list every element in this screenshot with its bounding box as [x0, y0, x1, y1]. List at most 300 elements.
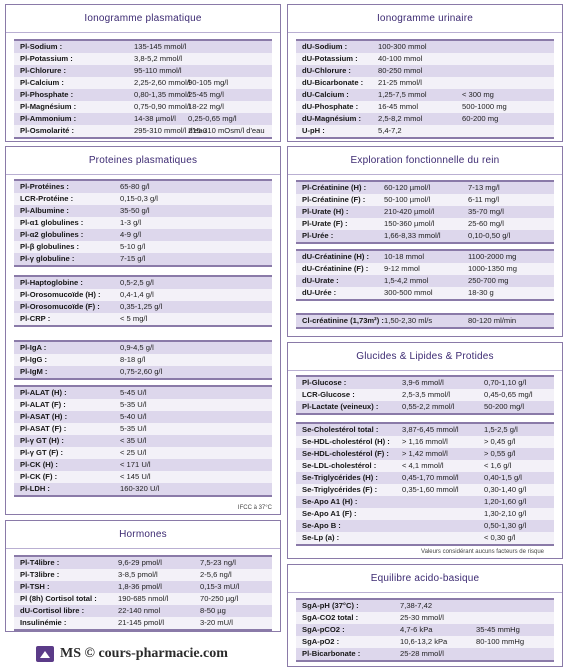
reference-value: < 25 U/l [120, 448, 147, 457]
table-row [296, 612, 554, 624]
table-row [14, 53, 272, 65]
reference-value: 22-140 nmol [118, 606, 161, 615]
reference-value: 25-28 mmol/l [400, 649, 444, 658]
table-row [296, 436, 554, 448]
reference-value-alt: 35-45 mmHg [476, 625, 520, 634]
parameter-name: Pl-CK (H) : [20, 460, 58, 469]
reference-value-alt: 1000-1350 mg [468, 264, 517, 273]
parameter-name: Pl-Urée : [302, 231, 334, 240]
panel-proteines-plasmatiques [5, 146, 281, 515]
panel-glucides-lipides-protides [287, 342, 563, 559]
reference-value: 14-38 µmol/l [134, 114, 176, 123]
parameter-name: Pl-Sodium : [20, 42, 63, 51]
table-row [296, 496, 554, 508]
reference-value: 0,15-0,3 g/l [120, 194, 158, 203]
table-row [296, 448, 554, 460]
reference-value: 2,25-2,60 mmol/l [134, 78, 191, 87]
panel-title: Proteines plasmatiques [6, 147, 280, 175]
reference-value: 295-310 mmol/l d'eau [134, 126, 207, 135]
reference-value: 190-685 nmol/l [118, 594, 169, 603]
reference-value-alt: 80-100 mmHg [476, 637, 525, 646]
table-row [296, 53, 554, 65]
table-row [14, 89, 272, 101]
table-bottom-rule [296, 544, 554, 546]
reference-value-alt: 500-1000 mg [462, 102, 507, 111]
table-bottom-rule [14, 265, 272, 267]
table-row [14, 354, 272, 366]
parameter-name: Pl-ALAT (F) : [20, 400, 66, 409]
table-row [296, 532, 554, 544]
reference-value-alt: 215-310 mOsm/l d'eau [188, 126, 265, 135]
reference-value: 1,66-8,33 mmol/l [384, 231, 441, 240]
reference-value-alt: > 0,45 g/l [484, 437, 516, 446]
table-row [14, 411, 272, 423]
reference-value: 150-360 µmol/l [384, 219, 435, 228]
table-group [296, 180, 554, 244]
table-group [14, 340, 272, 380]
reference-value: 60-120 µmol/l [384, 183, 431, 192]
reference-value: 21-25 mmol/l [378, 78, 422, 87]
table-row [14, 77, 272, 89]
parameter-name: Pl-T4libre : [20, 558, 60, 567]
parameter-name: Pl-IgG : [20, 355, 47, 364]
reference-value-alt: 90-105 mg/l [188, 78, 229, 87]
table-row [14, 569, 272, 581]
reference-value: 4,7-6 kPa [400, 625, 433, 634]
reference-value: 25-30 mmol/l [400, 613, 444, 622]
parameter-name: dU-Calcium : [302, 90, 349, 99]
reference-value: > 1,16 mmol/l [402, 437, 448, 446]
parameter-name: Se-LDL-cholestérol : [302, 461, 377, 470]
parameter-name: Pl-ASAT (F) : [20, 424, 67, 433]
table-acido-basique [296, 598, 554, 662]
table-row [14, 241, 272, 253]
parameter-name: SgA-pCO2 : [302, 625, 345, 634]
reference-value: 9-12 mmol [384, 264, 420, 273]
reference-value: 0,80-1,35 mmol/l [134, 90, 191, 99]
parameter-name: dU-Phosphate : [302, 102, 359, 111]
table-row [14, 557, 272, 569]
reference-value: 1,25-7,5 mmol [378, 90, 427, 99]
reference-value: 0,35-1,25 g/l [120, 302, 163, 311]
reference-value-alt: 70-250 µg/l [200, 594, 239, 603]
table-bottom-rule [14, 378, 272, 380]
parameter-name: Pl-Glucose : [302, 378, 347, 387]
reference-value-alt: 1,30-2,10 g/l [484, 509, 527, 518]
parameter-name: Pl-ASAT (H) : [20, 412, 68, 421]
table-row [296, 89, 554, 101]
table-proteines-plasmatiques [14, 147, 272, 516]
table-row [296, 424, 554, 436]
reference-value: 135-145 mmol/l [134, 42, 187, 51]
parameter-name: Pl-Lactate (veineux) : [302, 402, 379, 411]
parameter-name: Se-Apo B : [302, 521, 341, 530]
reference-value: 300-500 mmol [384, 288, 433, 297]
table-row [296, 648, 554, 660]
panel-ionogramme-urinaire [287, 4, 563, 142]
parameter-name: Se-Apo A1 (H) : [302, 497, 358, 506]
parameter-name: Pl-γ GT (H) : [20, 436, 64, 445]
reference-value-alt: 0,15-3 mU/l [200, 582, 240, 591]
reference-value: 7-15 g/l [120, 254, 146, 263]
reference-value-alt: 1,5-2,5 g/l [484, 425, 518, 434]
table-row [14, 459, 272, 471]
table-row [14, 399, 272, 411]
reference-value-alt: 2-5,6 ng/l [200, 570, 232, 579]
reference-value: < 35 U/l [120, 436, 147, 445]
table-row [14, 617, 272, 629]
parameter-name: Se-Triglycérides (F) : [302, 485, 378, 494]
table-glucides-lipides [296, 343, 554, 560]
table-row [14, 181, 272, 193]
parameter-name: Pl-Urate (F) : [302, 219, 348, 228]
reference-value: 160-320 U/l [120, 484, 160, 493]
table-row [14, 205, 272, 217]
table-row [14, 217, 272, 229]
parameter-name: Pl-Albumine : [20, 206, 69, 215]
reference-value-alt: 7-13 mg/l [468, 183, 500, 192]
reference-value: 7,38-7,42 [400, 601, 433, 610]
panel-equilibre-acido-basique [287, 564, 563, 667]
reference-value: 210-420 µmol/l [384, 207, 435, 216]
reference-value-alt: 0,70-1,10 g/l [484, 378, 527, 387]
parameter-name: Pl-α2 globulines : [20, 230, 84, 239]
table-row [296, 520, 554, 532]
table-row [14, 483, 272, 495]
table-row [14, 593, 272, 605]
parameter-name: Se-Lp (a) : [302, 533, 340, 542]
table-group [296, 375, 554, 415]
parameter-name: SgA-CO2 total : [302, 613, 359, 622]
parameter-name: SgA-pO2 : [302, 637, 340, 646]
parameter-name: Pl-Protéines : [20, 182, 69, 191]
table-group [296, 249, 554, 301]
table-row [14, 301, 272, 313]
reference-value-alt: 50-200 mg/l [484, 402, 525, 411]
table-row [14, 101, 272, 113]
table-row [14, 366, 272, 378]
parameter-name: Pl-Orosomucoïde (F) : [20, 302, 100, 311]
reference-value: 3,9-6 mmol/l [402, 378, 444, 387]
table-group [296, 313, 554, 329]
reference-value: 0,75-0,90 mmol/l [134, 102, 191, 111]
table-row [296, 472, 554, 484]
reference-value: 2,5-3,5 mmol/l [402, 390, 451, 399]
parameter-name: Pl-Chlorure : [20, 66, 66, 75]
table-group [14, 385, 272, 497]
parameter-name: Se-Triglycérides (H) : [302, 473, 378, 482]
table-group [14, 275, 272, 327]
table-bottom-rule [296, 413, 554, 415]
table-row [296, 287, 554, 299]
reference-value: 80-250 mmol [378, 66, 423, 75]
parameter-name: Pl (8h) Cortisol total : [20, 594, 97, 603]
table-row [14, 581, 272, 593]
table-bottom-rule [296, 299, 554, 301]
parameter-name: dU-Urate : [302, 276, 339, 285]
table-row [296, 230, 554, 242]
table-row [14, 313, 272, 325]
reference-value: 2,5-8,2 mmol [378, 114, 423, 123]
reference-value: 5-35 U/l [120, 400, 147, 409]
reference-value: 9,6-29 pmol/l [118, 558, 162, 567]
reference-value: 5-35 U/l [120, 424, 147, 433]
table-group [296, 422, 554, 546]
reference-value: 100-300 mmol [378, 42, 427, 51]
parameter-name: dU-Bicarbonate : [302, 78, 364, 87]
reference-value-alt: 60-200 mg [462, 114, 499, 123]
parameter-name: Insulinémie : [20, 618, 67, 627]
table-exploration-rein [296, 147, 554, 338]
reference-value-alt: 3-20 mU/l [200, 618, 233, 627]
parameter-name: dU-Potassium : [302, 54, 358, 63]
reference-value-alt: 0,30-1,40 g/l [484, 485, 527, 494]
table-ionogramme-urinaire [296, 39, 554, 139]
reference-value-alt: 250-700 mg [468, 276, 509, 285]
parameter-name: SgA-pH (37°C) : [302, 601, 359, 610]
reference-value-alt: 80-120 ml/min [468, 316, 517, 325]
reference-value: < 5 mg/l [120, 314, 148, 323]
site-footer [36, 643, 228, 665]
parameter-name: Pl-γ globuline : [20, 254, 75, 263]
reference-value: < 171 U/l [120, 460, 151, 469]
panel-title: Ionogramme urinaire [288, 5, 562, 33]
reference-value: 3,8-5,2 mmol/l [134, 54, 183, 63]
table-bottom-rule [296, 242, 554, 244]
reference-value: 0,9-4,5 g/l [120, 343, 154, 352]
ifcc-note: IFCC à 37°C [237, 505, 272, 511]
parameter-name: U-pH : [302, 126, 325, 135]
table-row [296, 624, 554, 636]
table-row [14, 289, 272, 301]
reference-value: 5-10 g/l [120, 242, 146, 251]
table-row [14, 447, 272, 459]
reference-value: 0,5-2,5 g/l [120, 278, 154, 287]
parameter-name: LCR-Glucose : [302, 390, 355, 399]
parameter-name: Pl-Créatinine (F) : [302, 195, 366, 204]
table-row [296, 315, 554, 327]
parameter-name: dU-Cortisol libre : [20, 606, 85, 615]
risk-note: Valeurs considérant aucuns facteurs de risque [421, 549, 544, 555]
table-bottom-rule [14, 325, 272, 327]
reference-value: 5,4-7,2 [378, 126, 402, 135]
reference-value-alt: 0,10-0,50 g/l [468, 231, 511, 240]
parameter-name: Pl-Phosphate : [20, 90, 74, 99]
parameter-name: dU-Chlorure : [302, 66, 351, 75]
table-row [296, 77, 554, 89]
parameter-name: Pl-TSH : [20, 582, 50, 591]
panel-ionogramme-plasmatique [5, 4, 281, 142]
reference-value: < 145 U/l [120, 472, 151, 481]
parameter-name: Pl-γ GT (F) : [20, 448, 64, 457]
reference-value: 5-40 U/l [120, 412, 147, 421]
table-row [296, 65, 554, 77]
table-row [296, 194, 554, 206]
parameter-name: Pl-Calcium : [20, 78, 64, 87]
table-row [14, 435, 272, 447]
table-row [296, 600, 554, 612]
reference-value: 1,8-36 pmol/l [118, 582, 162, 591]
parameter-name: Pl-T3libre : [20, 570, 60, 579]
table-row [296, 251, 554, 263]
table-row [14, 471, 272, 483]
reference-value: 95-110 mmol/l [134, 66, 182, 75]
table-bottom-rule [296, 660, 554, 662]
table-row [14, 113, 272, 125]
table-bottom-rule [14, 495, 272, 497]
panel-title: Glucides & Lipides & Protides [288, 343, 562, 371]
reference-value: 0,75-2,60 g/l [120, 367, 163, 376]
parameter-name: Pl-β globulines : [20, 242, 80, 251]
table-row [296, 460, 554, 472]
reference-value: 3-8,5 pmol/l [118, 570, 158, 579]
table-row [296, 206, 554, 218]
table-hormones [14, 555, 272, 631]
reference-value-alt: 18-30 g [468, 288, 494, 297]
reference-value-alt: 18-22 mg/l [188, 102, 224, 111]
reference-value-alt: 6-11 mg/l [468, 195, 500, 204]
reference-value: 8-18 g/l [120, 355, 146, 364]
reference-value: 40-100 mmol [378, 54, 423, 63]
panel-title: Ionogramme plasmatique [6, 5, 280, 33]
reference-value-alt: < 300 mg [462, 90, 494, 99]
table-bottom-rule [14, 629, 272, 631]
table-row [296, 508, 554, 520]
reference-value: 4-9 g/l [120, 230, 142, 239]
panel-title: Equilibre acido-basique [288, 565, 562, 593]
parameter-name: Pl-Magnésium : [20, 102, 77, 111]
table-row [14, 41, 272, 53]
parameter-name: Se-Apo A1 (F) : [302, 509, 357, 518]
parameter-name: Pl-Osmolarité : [20, 126, 75, 135]
reference-value: 0,45-1,70 mmol/l [402, 473, 459, 482]
table-row [296, 636, 554, 648]
reference-value: 35-50 g/l [120, 206, 150, 215]
parameter-name: LCR-Protéine : [20, 194, 74, 203]
table-group [14, 179, 272, 267]
table-ionogramme-plasmatique [14, 39, 272, 139]
reference-value: 0,35-1,60 mmol/l [402, 485, 459, 494]
reference-value-alt: < 1,6 g/l [484, 461, 512, 470]
reference-value: 1,5-4,2 mmol [384, 276, 429, 285]
reference-value: 65-80 g/l [120, 182, 150, 191]
reference-value-alt: 35-70 mg/l [468, 207, 504, 216]
parameter-name: dU-Sodium : [302, 42, 348, 51]
parameter-name: Pl-IgM : [20, 367, 48, 376]
reference-value-alt: 0,25-0,65 mg/l [188, 114, 237, 123]
panel-title: Hormones [6, 521, 280, 549]
reference-value: 0,4-1,4 g/l [120, 290, 154, 299]
reference-value: < 4,1 mmol/l [402, 461, 444, 470]
reference-value-alt: 25-45 mg/l [188, 90, 224, 99]
reference-value-alt: < 0,30 g/l [484, 533, 516, 542]
reference-value: 50-100 µmol/l [384, 195, 431, 204]
parameter-name: Pl-Haptoglobine : [20, 278, 83, 287]
parameter-name: dU-Magnésium : [302, 114, 362, 123]
table-row [296, 41, 554, 53]
reference-value-alt: 7,5-23 ng/l [200, 558, 236, 567]
parameter-name: Pl-CRP : [20, 314, 51, 323]
parameter-name: Cl-créatinine (1,73m²) : [302, 316, 384, 325]
parameter-name: Pl-IgA : [20, 343, 47, 352]
reference-value-alt: 8-50 µg [200, 606, 226, 615]
table-row [296, 218, 554, 230]
reference-value-alt: 0,45-0,65 mg/l [484, 390, 533, 399]
table-row [14, 253, 272, 265]
panel-exploration-rein [287, 146, 563, 337]
reference-value-alt: 25-60 mg/l [468, 219, 504, 228]
parameter-name: Pl-Bicarbonate : [302, 649, 361, 658]
table-bottom-rule [14, 137, 272, 139]
pharmacy-logo-icon [36, 646, 54, 662]
parameter-name: Pl-Orosomucoïde (H) : [20, 290, 101, 299]
parameter-name: dU-Urée : [302, 288, 337, 297]
table-row [296, 484, 554, 496]
parameter-name: Pl-Potassium : [20, 54, 73, 63]
parameter-name: Pl-LDH : [20, 484, 50, 493]
reference-value-alt: 1,20-1,60 g/l [484, 497, 527, 506]
reference-value: 21-145 pmol/l [118, 618, 165, 627]
table-row [296, 401, 554, 413]
parameter-name: Pl-α1 globulines : [20, 218, 84, 227]
parameter-name: Pl-Urate (H) : [302, 207, 349, 216]
reference-value: 16-45 mmol [378, 102, 419, 111]
parameter-name: Pl-CK (F) : [20, 472, 58, 481]
table-row [296, 275, 554, 287]
reference-value-alt: 0,50-1,30 g/l [484, 521, 527, 530]
parameter-name: dU-Créatinine (H) : [302, 252, 370, 261]
reference-value-alt: 1100-2000 mg [468, 252, 517, 261]
table-row [296, 263, 554, 275]
table-row [14, 65, 272, 77]
table-bottom-rule [296, 327, 554, 329]
reference-value-alt: > 0,55 g/l [484, 449, 516, 458]
reference-value: 3,87-6,45 mmol/l [402, 425, 459, 434]
parameter-name: Se-Cholestérol total : [302, 425, 379, 434]
table-row [14, 342, 272, 354]
table-row [14, 423, 272, 435]
parameter-name: Pl-ALAT (H) : [20, 388, 67, 397]
reference-value-alt: 0,40-1,5 g/l [484, 473, 522, 482]
table-row [14, 229, 272, 241]
table-row [14, 605, 272, 617]
table-bottom-rule [296, 137, 554, 139]
table-row [14, 125, 272, 137]
table-row [296, 389, 554, 401]
table-row [14, 387, 272, 399]
reference-value: 5-45 U/l [120, 388, 147, 397]
panel-hormones [5, 520, 281, 632]
table-row [296, 182, 554, 194]
parameter-name: Se-HDL-cholestérol (F) : [302, 449, 389, 458]
reference-value: 10-18 mmol [384, 252, 425, 261]
reference-value: 0,55-2,2 mmol/l [402, 402, 455, 411]
table-row [14, 193, 272, 205]
parameter-name: Pl-Créatinine (H) : [302, 183, 367, 192]
table-row [296, 377, 554, 389]
parameter-name: dU-Créatinine (F) : [302, 264, 369, 273]
parameter-name: Pl-Ammonium : [20, 114, 77, 123]
table-row [296, 101, 554, 113]
reference-value: 1-3 g/l [120, 218, 142, 227]
panel-title: Exploration fonctionnelle du rein [288, 147, 562, 175]
table-row [296, 125, 554, 137]
table-row [14, 277, 272, 289]
reference-value: 1,50-2,30 ml/s [384, 316, 433, 325]
reference-value: > 1,42 mmol/l [402, 449, 448, 458]
reference-value: 10,6-13,2 kPa [400, 637, 448, 646]
parameter-name: Se-HDL-cholestérol (H) : [302, 437, 390, 446]
